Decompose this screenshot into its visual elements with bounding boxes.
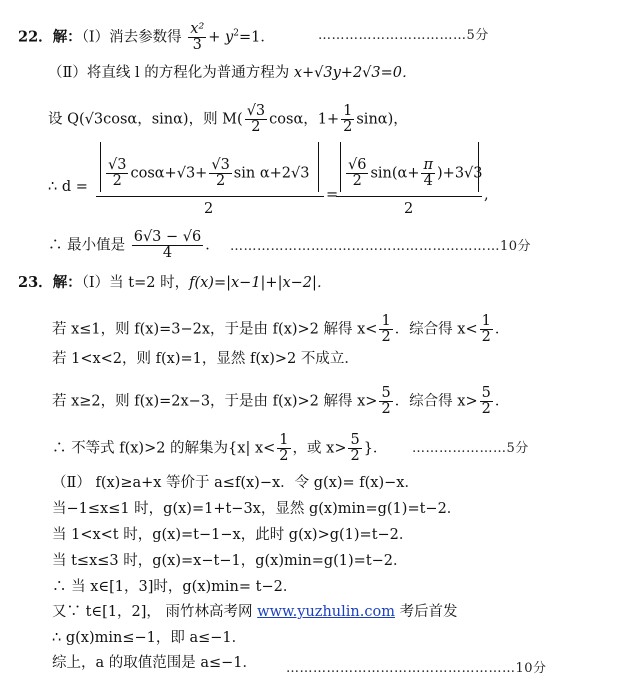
q23-ii-4: 当 t≤x≤3 时，g(x)=x−t−1，g(x)min=g(1)=t−2． bbox=[52, 553, 408, 569]
fraction-bar bbox=[96, 196, 324, 197]
q23-ii-7: ∴ g(x)min≤−1，即 a≤−1． bbox=[52, 630, 247, 646]
q22-part1-text: （Ⅰ）消去参数得 bbox=[81, 29, 182, 46]
score-dots: ……………………………5分 bbox=[318, 28, 489, 43]
d-label: ∴ d = bbox=[48, 179, 88, 195]
fraction-x2-over-3: $\frac{\text{x²}}{3}$ bbox=[190, 21, 205, 53]
abs-bar bbox=[478, 142, 479, 192]
q23-ii-2: 当−1≤x≤1 时，g(x)=1+t−3x，显然 g(x)min=g(1)=t−2． bbox=[52, 501, 462, 517]
document-page: 22．解：（Ⅰ）消去参数得 $\frac{\text{x²}}{3}$ + $y^2=1$． ……………………………5分 （Ⅱ）将直线 l 的方程化为普通方程为 x+√3y+2√3=0． 设 Q(√3cosα，sinα)，则 M( $\frac{√3}{2}$ cosα，1+ $\frac{1}{2}$ sinα)， ∴ d = $\frac{√3}{2}$ cosα+√3+ $\frac{√3}{2}$ sin α+2√3 2 = $\frac{√6}{2}$ sin(α+ $\frac{\pi}{4}$ )+3√3 2 , ∴ 最小值是 $\frac{6√3 - √6}{4}$ ． ……………………………………………………10分 23．解：（Ⅰ）当 t=2 时，f(x)=|x−1|+|x−2|． 若 x≤1，则 f(x)=3−2x，于是由 f(x)>2 解得 x< $\frac{1}{2}$ ．综合得 x< $\frac{1}{2}$ ． 若 1<x<2，则 f(x)=1，显然 f(x)>2 不成立． 若 x≥2，则 f(x)=2x−3，于是由 f(x)>2 解得 x> $\frac{5}{2}$ ．综合得 x> $\frac{5}{2}$ ． ∴ 不等式 f(x)>2 的解集为{x| x< $\frac{1}{2}$ ，或 x> $\frac{5}{2}$ }． …………………5分 （Ⅱ） f(x)≥a+x 等价于 a≤f(x)−x．令 g(x)= f(x)−x． 当−1≤x≤1 时，g(x)=1+t−3x，显然 g(x)min=g(1)=t−2． 当 1<x<t 时，g(x)=t−1−x，此时 g(x)>g(1)=t−2． 当 t≤x≤3 时，g(x)=x−t−1，g(x)min=g(1)=t−2． ∴ 当 x∈[1，3]时，g(x)min= t−2． 又∵ t∈[1，2]， 雨竹林高考网 www.yuzhulin.com 考后首发 ∴ g(x)min≤−1，即 a≤−1． 综上，a 的取值范围是 a≤−1． ……………………………………………10分 bbox=[18, 21, 547, 676]
score-dots: …………………5分 bbox=[412, 441, 529, 456]
q23-ii-6: 又∵ t∈[1，2]， 雨竹林高考网 www.yuzhulin.com 考后首发 bbox=[52, 604, 458, 620]
score-5: 5分 bbox=[466, 28, 489, 43]
score-5: 5分 bbox=[506, 441, 529, 456]
abs-bar bbox=[318, 142, 319, 192]
q22-minimum: ∴ 最小值是 $\frac{6√3 - √6}{4}$ ． bbox=[48, 229, 220, 261]
q23-ii-1: （Ⅱ） f(x)≥a+x 等价于 a≤f(x)−x．令 g(x)= f(x)−x． bbox=[52, 475, 419, 491]
q22-eq1-end: =1． bbox=[238, 29, 275, 46]
fraction-half: $\frac{1}{2}$ bbox=[343, 103, 353, 135]
score-10: 10分 bbox=[515, 661, 547, 676]
q23-ii-5: ∴ 当 x∈[1，3]时，g(x)min= t−2． bbox=[52, 579, 298, 595]
q23-case3: 若 x≥2，则 f(x)=2x−3，于是由 f(x)>2 解得 x> $\frac{5}{2}$ ．综合得 x> $\frac{5}{2}$ ． bbox=[52, 385, 510, 417]
abs-bar bbox=[100, 142, 101, 192]
fraction-min: $\frac{6√3 - √6}{4}$ bbox=[133, 229, 202, 261]
q23-line1: 23．解：（Ⅰ）当 t=2 时，f(x)=|x−1|+|x−2|． bbox=[18, 274, 332, 291]
q22-set-q: 设 Q(√3cosα，sinα)，则 M( $\frac{√3}{2}$ cosα，1+ $\frac{1}{2}$ sinα)， bbox=[48, 103, 408, 135]
website-link[interactable]: www.yuzhulin.com bbox=[257, 604, 395, 620]
q23-case2: 若 1<x<2，则 f(x)=1，显然 f(x)>2 不成立． bbox=[52, 351, 359, 367]
q23-ii-8: 综上，a 的取值范围是 a≤−1． bbox=[52, 655, 258, 671]
abs-bar bbox=[340, 142, 341, 192]
q22-number: 22． bbox=[18, 28, 53, 46]
q22-line1: 22．解：（Ⅰ）消去参数得 $\frac{\text{x²}}{3}$ + $y^2=1$． bbox=[18, 21, 275, 53]
score-dots: ……………………………………………………10分 bbox=[230, 239, 532, 254]
fraction-sqrt3-2: $\frac{√3}{2}$ bbox=[246, 103, 266, 135]
q23-solution-set: ∴ 不等式 f(x)>2 的解集为{x| x< $\frac{1}{2}$ ，或 x> $\frac{5}{2}$ }． bbox=[52, 432, 388, 464]
d-numerator-left: $\frac{√3}{2}$ cosα+√3+ $\frac{√3}{2}$ sin α+2√3 bbox=[108, 157, 310, 189]
q22-jie: 解： bbox=[52, 28, 82, 46]
d-numerator-right: $\frac{√6}{2}$ sin(α+ $\frac{\pi}{4}$ )+3√3 bbox=[348, 157, 483, 189]
score-dots: ……………………………………………10分 bbox=[286, 661, 547, 676]
d-denominator: 2 bbox=[204, 201, 214, 217]
score-10: 10分 bbox=[500, 239, 532, 254]
q22-part2: （Ⅱ）将直线 l 的方程化为普通方程为 x+√3y+2√3=0． bbox=[48, 65, 417, 81]
line-equation: x+√3y+2√3=0． bbox=[293, 65, 417, 81]
equals-sign: = bbox=[326, 187, 339, 203]
fraction-bar bbox=[336, 196, 482, 197]
q23-number: 23． bbox=[18, 274, 53, 291]
q23-case1: 若 x≤1，则 f(x)=3−2x，于是由 f(x)>2 解得 x< $\frac{1}{2}$ ．综合得 x< $\frac{1}{2}$ ． bbox=[52, 313, 510, 345]
q23-ii-3: 当 1<x<t 时，g(x)=t−1−x，此时 g(x)>g(1)=t−2． bbox=[52, 527, 414, 543]
d-denominator-right: 2 bbox=[404, 201, 414, 217]
